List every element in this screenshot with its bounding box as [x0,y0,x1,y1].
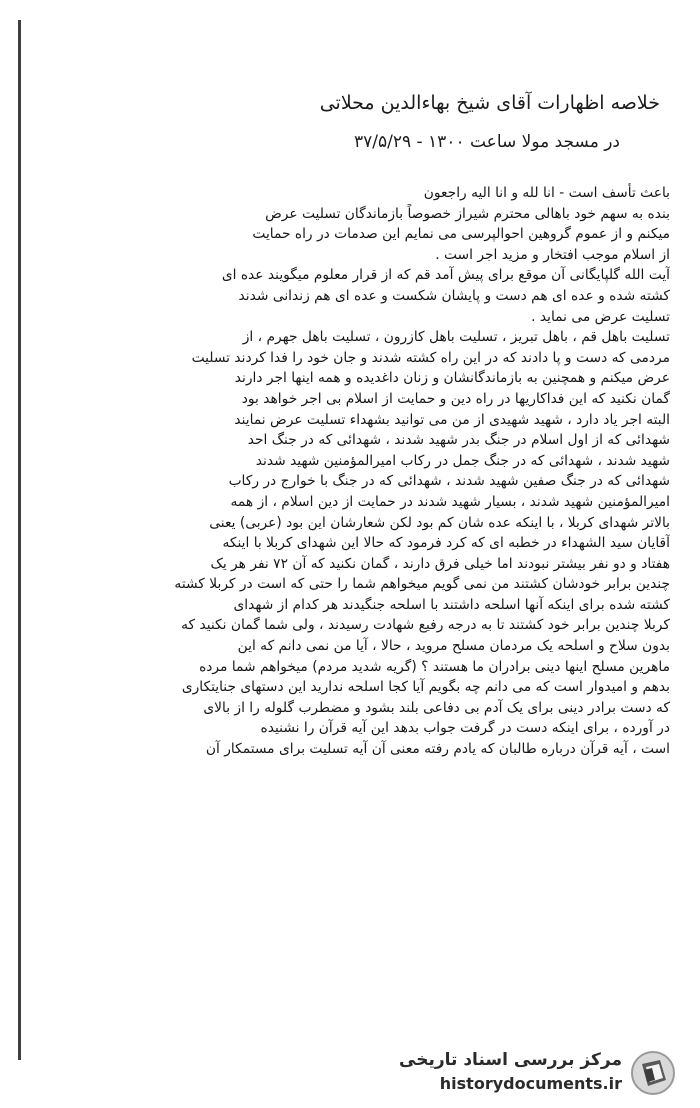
archive-watermark [380,1048,680,1098]
document-line: امیرالمؤمنین شهید شدند ، بسیار شهید شدند در حمایت از دین اسلام ، از همه [230,493,670,510]
document-line: شهدائی که در جنگ صفین شهید شدند ، شهدائی که در جنگ با خوارج در رکاب [228,473,670,490]
document-line: بدهم و امیدوار است که می دانم چه بگویم آیا کجا اسلحه ندارید این دستهای جنایتکاری [181,679,670,696]
document-line: میکنم و از عموم گروهین احوالپرسی می نمایم این صدمات در راه حمایت [252,226,670,243]
document-line: ماهرین مسلح اینها دینی برادران ما هستند ؟ (گریه شدید مردم) میخواهم شما مرده [199,658,670,675]
document-line: شهید شدند ، شهدائی که در جنگ جمل در رکاب امیرالمؤمنین شهید شدند [255,452,670,469]
watermark-name: مرکز بررسی اسناد تاریخی [399,1050,622,1070]
document-line: بالاتر شهدای کربلا ، با اینکه عده شان کم بود لکن شعارشان این بود (عربی) یعنی [209,514,670,531]
document-subtitle: در مسجد مولا ساعت ۱۳۰۰ - ۳۷/۵/۲۹ [353,132,620,152]
document-line: تسلیت عرض می نماید . [531,308,670,325]
document-line: مردمی که دست و پا دادند که در این راه کشته شدند و جان خود را فدا کردند تسلیت [191,349,670,366]
document-line: کشته شده و عده ای هم دست و پایشان شکست و عده ای هم زندانی شدند [238,287,670,304]
document-line: هفتاد و دو نفر بیشتر نبودند اما خیلی فرق دارند ، گمان نکنید که آن ۷۲ نفر هر یک [210,555,670,572]
document-line: بدون سلاح و اسلحه یک مردمان مسلح مروید ، حالا ، آیا من نمی دانم که این [237,638,670,655]
document-line: تسلیت باهل قم ، باهل تبریز ، تسلیت باهل کازرون ، تسلیت باهل جهرم ، از [242,329,670,346]
document-line: بنده به سهم خود باهالی محترم شیراز خصوصاً بازماندگان تسلیت عرض [265,205,670,222]
document-body [48,183,670,760]
archive-logo-icon [630,1050,676,1096]
document-line: گمان نکنید که این فداکاریها در راه دین و حمایت از اسلام بی اجر خواهد بود [241,390,670,407]
page-edge-shadow [18,20,21,1060]
document-line: عرض میکنم و همچنین به بازماندگانشان و زنان داغدیده و همه اینها اجر دارند [234,370,670,387]
document-line: آقایان سید الشهداء در خطبه ای که کرد فرمود که حالا این شهدای کربلا با اینکه [222,535,670,552]
document-line: چندین برابر خودشان کشتند من نمی گویم میخواهم شما را حتی که است در کربلا کشته [174,576,670,593]
document-line: است ، آیه قرآن درباره طالبان که یادم رفته معنی آن آیه تسلیت برای مستمکار آن [205,741,670,758]
document-title: خلاصه اظهارات آقای شیخ بهاءالدین محلاتی [319,92,660,114]
watermark-url: historydocuments.ir [439,1074,622,1093]
document-line: البته اجر یاد دارد ، شهید شهیدی از من می توانید بشهداء تسلیت عرض نمایند [234,411,670,428]
document-line: از اسلام موجب افتخار و مزید اجر است . [435,246,670,263]
document-line: باعث تأسف است - انا لله و انا الیه راجعون [423,185,670,201]
document-line: در آورده ، برای اینکه دست در گرفت جواب بدهد این آیه قرآن را نشنیده [260,720,670,737]
document-line: شهدائی که از اول اسلام در جنگ بدر شهید شدند ، شهدائی که در جنگ احد [247,432,670,449]
document-line: کشته شده برای اینکه آنها اسلحه داشتند با اسلحه جنگیدند هر کدام از شهدای [233,596,670,613]
document-line: کربلا چندین برابر خود کشتند تا به درجه رفیع شهادت رسیدند ، ولی شما گمان نکنید که [181,617,670,634]
document-line: که دست برادر دینی برای یک آدم بی دفاعی بلند بشود و مضطرب گلوله را از بالای [203,699,670,716]
document-line: آیت الله گلپایگانی آن موقع برای پیش آمد قم که از قرار معلوم میگویند عده ای [221,267,670,284]
